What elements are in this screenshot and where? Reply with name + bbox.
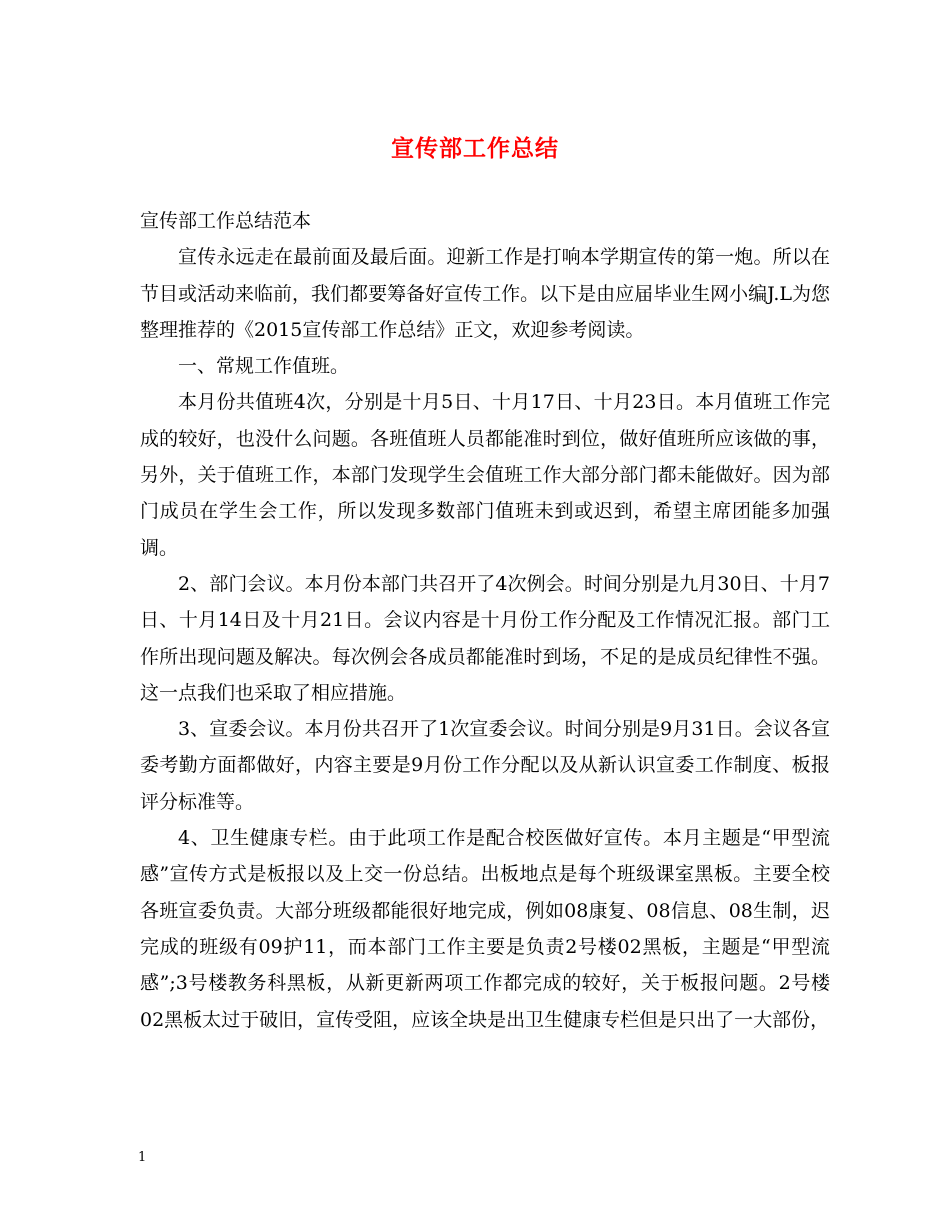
paragraph-health-column: 4、卫生健康专栏。由于此项工作是配合校医做好宣传。本月主题是“甲型流感”宣传方式是板报以及上交一份总结。出板地点是每个班级课室黑板。主要全校各班宣委负责。大部分班级都能很好地完成，例如08康复、08信息、08生制，迟完成的班级有09护11，而本部门工作主要是负责2号楼02黑板，主题是“甲型流感”;3号楼教务科黑板，从新更新两项工作都完成的较好，关于板报问题。2号楼02黑板太过于破旧，宣传受阻，应该全块是出卫生健康专栏但是只出了一大部份， [140,827,830,1031]
document-body [140,203,830,1038]
document-subtitle: 宣传部工作总结范本 [140,210,312,232]
paragraph-duty: 本月份共值班4次，分别是十月5日、十月17日、十月23日。本月值班工作完成的较好，也没什么问题。各班值班人员都能准时到位，做好值班所应该做的事，另外，关于值班工作，本部门发现学生会值班工作大部分部门都未能做好。因为部门成员在学生会工作，所以发现多数部门值班未到或迟到，希望主席团能多加强调。 [140,391,830,559]
paragraph-section-heading: 一、常规工作值班。 [178,355,350,378]
paragraph-intro: 宣传永远走在最前面及最后面。迎新工作是打响本学期宣传的第一炮。所以在节目或活动来临前，我们都要筹备好宣传工作。以下是由应届毕业生网小编J.L为您整理推荐的《2015宣传部工作总结》正文，欢迎参考阅读。 [140,246,830,341]
paragraph-committee: 3、宣委会议。本月份共召开了1次宣委会议。时间分别是9月31日。会议各宣委考勤方面都做好，内容主要是9月份工作分配以及从新认识宣委工作制度、板报评分标准等。 [140,718,830,813]
page-title: 宣传部工作总结 [391,136,559,162]
paragraph-meeting: 2、部门会议。本月份本部门共召开了4次例会。时间分别是九月30日、十月7日、十月14日及十月21日。会议内容是十月份工作分配及工作情况汇报。部门工作所出现问题及解决。每次例会各成员都能准时到场，不足的是成员纪律性不强。这一点我们也采取了相应措施。 [140,572,830,704]
page-number: 1 [138,1150,147,1165]
